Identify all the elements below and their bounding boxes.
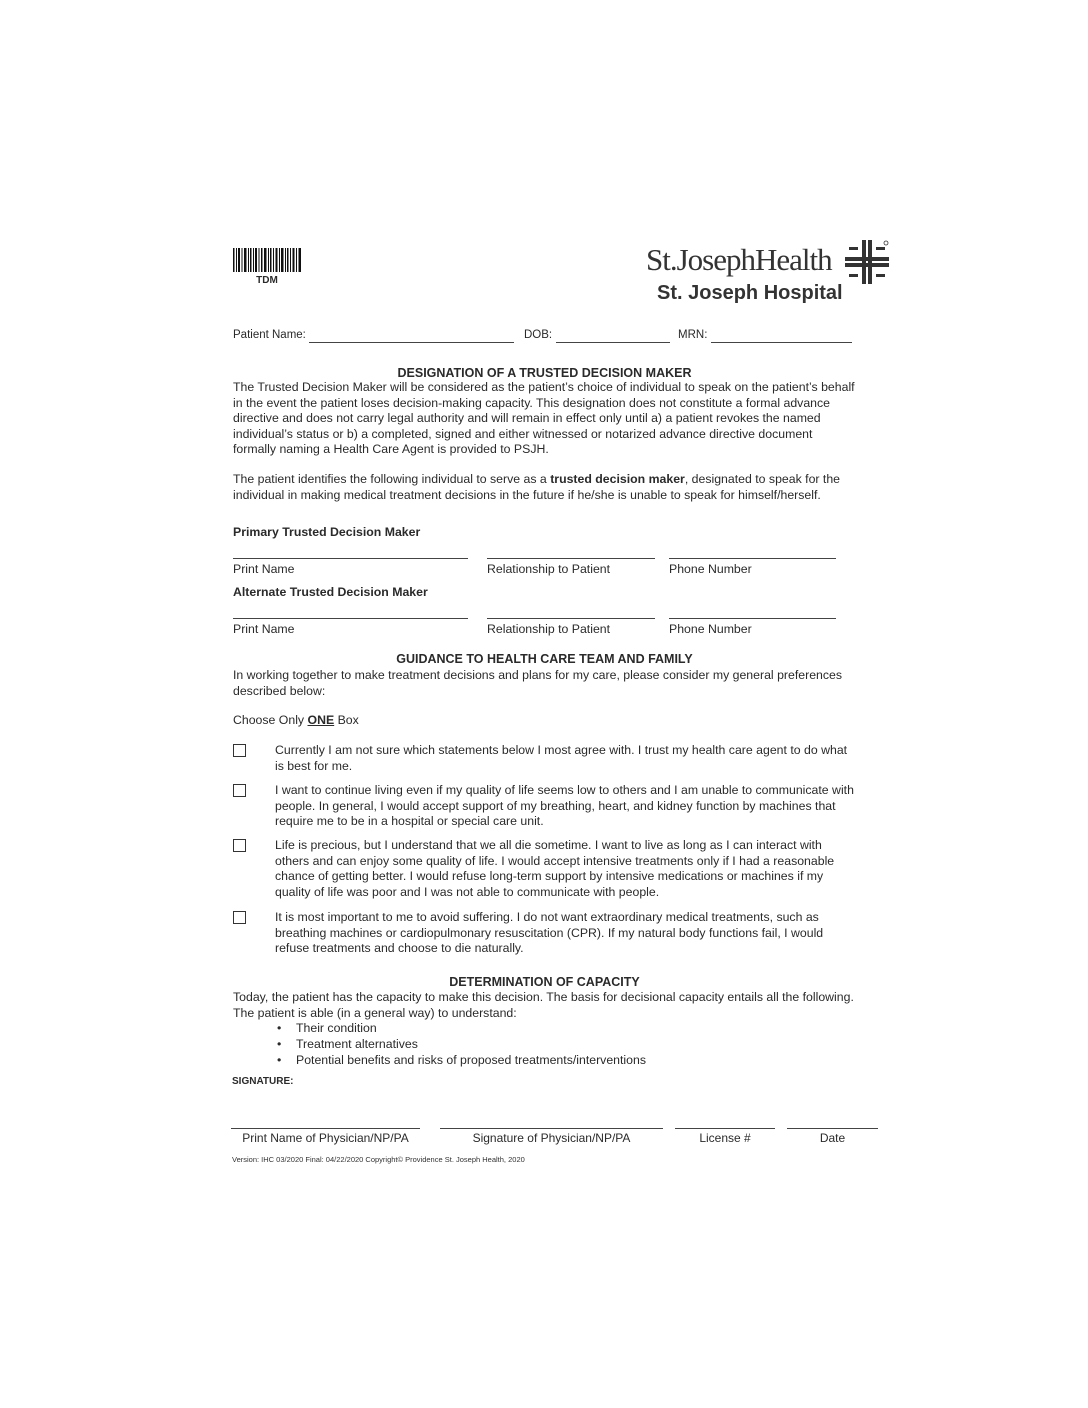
license-line[interactable] (675, 1128, 775, 1129)
barcode (233, 248, 301, 272)
mrn-field[interactable] (711, 329, 852, 343)
dob-label: DOB: (524, 329, 553, 341)
option-1-text: Currently I am not sure which statements below I most agree with. I trust my health care agent to do what is best for me. (275, 743, 848, 773)
date-label: Date (819, 1131, 846, 1145)
cross-logo-icon (845, 240, 889, 284)
alternate-relationship-line[interactable] (487, 618, 655, 619)
dob-field[interactable] (556, 329, 670, 343)
license-label: License # (699, 1131, 751, 1145)
alternate-relationship-label: Relationship to Patient (487, 622, 611, 636)
guidance-intro: In working together to make treatment decisions and plans for my care, please consider my general preferences described below: (233, 668, 843, 698)
physician-signature-label: Signature of Physician/NP/PA (472, 1131, 631, 1145)
primary-phone-label: Phone Number (669, 562, 752, 576)
option-3-text: Life is precious, but I understand that we all die sometime. I want to live as long as I can interact with others and can enjoy some quality of life. I would accept intensive treatments only if I had a reasonable chance of getting better. I would refuse long-term support by intensive medications or machines if my quality of life was poor and I was not able to communicate with people. (275, 838, 835, 899)
capacity-bullet-3: Potential benefits and risks of proposed treatments/interventions (296, 1053, 646, 1067)
capacity-bullet-1: Their condition (296, 1021, 377, 1035)
option-4-text: It is most important to me to avoid suffering. I do not want extraordinary medical treatments, such as breathing machines or cardiopulmonary resuscitation (CPR). If my natural body functions fail, I would refuse treatments and choose to die naturally. (275, 910, 824, 955)
capacity-heading: DETERMINATION OF CAPACITY (449, 975, 640, 989)
barcode-label: TDM (256, 275, 278, 286)
primary-name-label: Print Name (233, 562, 295, 576)
primary-relationship-line[interactable] (487, 558, 655, 559)
option-2-text: I want to continue living even if my quality of life seems low to others and I am unable to communicate with people. In general, I would accept support of my breathing, heart, and kidney function by machines that require me to be in a hospital or special care unit. (275, 783, 854, 828)
bullet-marker: • (277, 1021, 282, 1035)
option-1-checkbox[interactable] (233, 744, 246, 757)
physician-signature-line[interactable] (440, 1128, 663, 1129)
choose-one-instruction: Choose Only ONE Box (233, 713, 359, 727)
hospital-name: St. Joseph Hospital (657, 282, 843, 304)
bullet-marker: • (277, 1037, 282, 1051)
designation-heading: DESIGNATION OF A TRUSTED DECISION MAKER (397, 366, 692, 380)
primary-decision-maker-title: Primary Trusted Decision Maker (233, 525, 421, 539)
patient-name-field[interactable] (309, 329, 514, 343)
capacity-intro: Today, the patient has the capacity to make this decision. The basis for decisional capacity entails all the following. The patient is able (in a general way) to understand: (233, 990, 854, 1020)
capacity-bullet-2: Treatment alternatives (296, 1037, 418, 1051)
organization-logo-text: St.JosephHealth (646, 242, 832, 277)
guidance-heading: GUIDANCE TO HEALTH CARE TEAM AND FAMILY (396, 652, 693, 666)
option-2-checkbox[interactable] (233, 784, 246, 797)
primary-phone-line[interactable] (669, 558, 836, 559)
patient-name-label: Patient Name: (233, 329, 306, 341)
date-line[interactable] (787, 1128, 878, 1129)
alternate-name-line[interactable] (233, 618, 468, 619)
primary-name-line[interactable] (233, 558, 468, 559)
alternate-phone-line[interactable] (669, 618, 836, 619)
option-4-checkbox[interactable] (233, 911, 246, 924)
primary-relationship-label: Relationship to Patient (487, 562, 611, 576)
alternate-decision-maker-title: Alternate Trusted Decision Maker (233, 585, 428, 599)
designation-identifies-paragraph: The patient identifies the following individual to serve as a trusted decision maker, designated to speak for the individual in making medical treatment decisions in the future if he/she is unable to speak for himself/herself. (233, 472, 841, 502)
alternate-phone-label: Phone Number (669, 622, 752, 636)
version-footer: Version: IHC 03/2020 Final: 04/22/2020 Copyright© Providence St. Joseph Health, 2020 (232, 1155, 525, 1164)
option-3-checkbox[interactable] (233, 839, 246, 852)
bullet-marker: • (277, 1053, 282, 1067)
physician-print-name-label: Print Name of Physician/NP/PA (242, 1131, 409, 1145)
physician-print-name-line[interactable] (231, 1128, 420, 1129)
alternate-name-label: Print Name (233, 622, 295, 636)
designation-intro: The Trusted Decision Maker will be considered as the patient’s choice of individual to speak on the patient’s behalf in the event the patient loses decision-making capacity. This designation does not constitute a formal advance directive and does not carry legal authority and will remain in effect only until a) a patient revokes the named individual’s status or b) a completed, signed and either witnessed or notarized advance directive document formally naming a Health Care Agent is provided to PSJH. (233, 380, 855, 456)
signature-title: SIGNATURE: (232, 1076, 294, 1087)
mrn-label: MRN: (678, 329, 708, 341)
